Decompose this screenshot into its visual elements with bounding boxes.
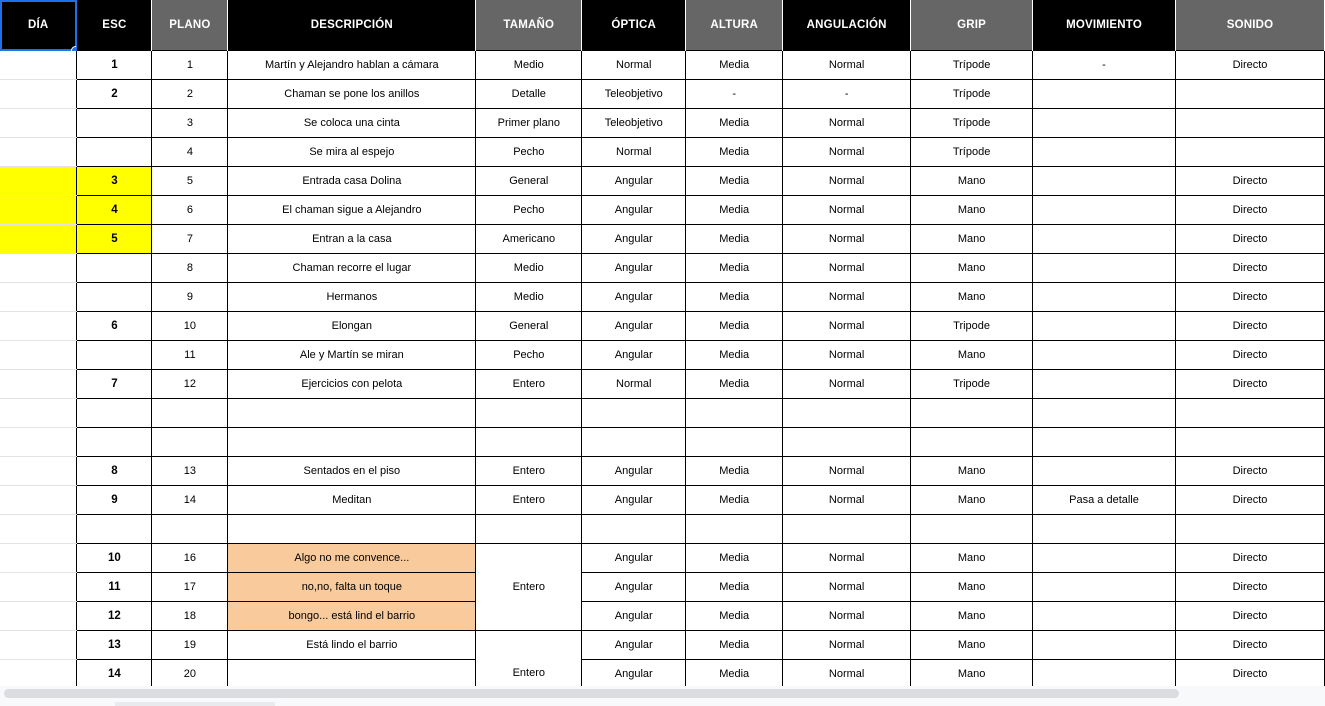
sonido-cell[interactable]: Directo [1175,660,1324,689]
altura-cell[interactable]: Media [686,341,783,370]
angulacion-cell[interactable]: Normal [783,109,911,138]
sonido-cell[interactable] [1175,428,1324,457]
altura-cell[interactable]: Media [686,254,783,283]
plano-cell[interactable] [152,428,228,457]
plano-cell[interactable]: 7 [152,225,228,254]
angulacion-cell[interactable]: Normal [783,51,911,80]
optica-cell[interactable]: Angular [582,312,686,341]
plano-cell[interactable]: 17 [152,573,228,602]
table-row [0,283,1325,312]
header-sonido[interactable]: SONIDO [1175,0,1324,51]
table-row [0,573,1325,602]
descripcion-cell[interactable]: Hermanos [228,283,476,312]
angulacion-cell[interactable]: Normal [783,573,911,602]
angulacion-cell[interactable]: Normal [783,660,911,689]
altura-cell[interactable]: Media [686,51,783,80]
altura-cell[interactable]: Media [686,167,783,196]
angulacion-cell[interactable]: Normal [783,486,911,515]
esc-cell[interactable]: 14 [77,660,152,689]
descripcion-cell[interactable]: Sentados en el piso [228,457,476,486]
esc-cell[interactable]: 11 [77,573,152,602]
table-row [0,80,1325,109]
altura-cell[interactable]: - [686,80,783,109]
tamano-cell[interactable]: Entero [476,457,582,486]
plano-cell[interactable]: 6 [152,196,228,225]
plano-cell[interactable]: 14 [152,486,228,515]
descripcion-cell[interactable]: Elongan [228,312,476,341]
sonido-cell[interactable]: Directo [1175,457,1324,486]
esc-cell[interactable]: 2 [77,80,152,109]
dia-cell[interactable] [0,457,77,486]
sonido-cell[interactable]: Directo [1175,544,1324,573]
dia-cell[interactable] [0,399,77,428]
sonido-cell[interactable] [1175,515,1324,544]
tamano-cell[interactable]: Detalle [476,80,582,109]
plano-cell[interactable]: 16 [152,544,228,573]
header-tamano[interactable]: TAMAÑO [476,0,582,51]
optica-cell[interactable]: Angular [582,341,686,370]
optica-cell[interactable]: Angular [582,573,686,602]
movimiento-cell[interactable] [1033,370,1176,399]
grip-cell[interactable]: Mano [911,602,1033,631]
table-row [0,428,1325,457]
sonido-cell[interactable]: Directo [1175,51,1324,80]
tamano-cell[interactable]: General [476,167,582,196]
table-row [0,254,1325,283]
altura-cell[interactable]: Media [686,457,783,486]
table-row [0,457,1325,486]
sonido-cell[interactable]: Directo [1175,631,1324,660]
grip-cell[interactable]: Trípode [911,51,1033,80]
plano-cell[interactable]: 1 [152,51,228,80]
plano-cell[interactable]: 18 [152,602,228,631]
sheet-tab-strip[interactable] [115,702,275,706]
tamano-merged-cell[interactable]: Entero [476,544,582,631]
descripcion-cell[interactable]: Entrada casa Dolina [228,167,476,196]
tamano-cell[interactable]: General [476,312,582,341]
grip-cell[interactable]: Mano [911,660,1033,689]
tamano-cell[interactable]: Pecho [476,138,582,167]
altura-cell[interactable] [686,428,783,457]
dia-cell[interactable] [0,283,77,312]
esc-cell[interactable] [77,254,152,283]
movimiento-cell[interactable] [1033,283,1176,312]
movimiento-cell[interactable] [1033,428,1176,457]
angulacion-cell[interactable]: Normal [783,370,911,399]
movimiento-cell[interactable] [1033,341,1176,370]
dia-cell[interactable] [0,631,77,660]
sonido-cell[interactable]: Directo [1175,196,1324,225]
grip-cell[interactable]: Mano [911,225,1033,254]
optica-cell[interactable]: Angular [582,631,686,660]
altura-cell[interactable]: Media [686,312,783,341]
dia-cell[interactable] [0,80,77,109]
optica-cell[interactable]: Teleobjetivo [582,109,686,138]
tamano-cell[interactable] [476,515,582,544]
optica-cell[interactable]: Angular [582,457,686,486]
plano-cell[interactable]: 13 [152,457,228,486]
tamano-cell[interactable]: Medio [476,254,582,283]
descripcion-cell[interactable]: Chaman se pone los anillos [228,80,476,109]
movimiento-cell[interactable] [1033,312,1176,341]
descripcion-cell[interactable]: Está lindo el barrio [228,631,476,660]
altura-cell[interactable] [686,399,783,428]
descripcion-cell[interactable] [228,515,476,544]
angulacion-cell[interactable]: Normal [783,631,911,660]
movimiento-cell[interactable] [1033,254,1176,283]
optica-cell[interactable]: Normal [582,138,686,167]
movimiento-cell[interactable] [1033,80,1176,109]
plano-cell[interactable]: 10 [152,312,228,341]
grip-cell[interactable]: Tripode [911,370,1033,399]
angulacion-cell[interactable]: Normal [783,341,911,370]
optica-cell[interactable]: Angular [582,544,686,573]
optica-cell[interactable]: Angular [582,283,686,312]
angulacion-cell[interactable] [783,515,911,544]
tamano-cell[interactable]: Americano [476,225,582,254]
descripcion-cell[interactable]: Entran a la casa [228,225,476,254]
dia-cell[interactable] [0,312,77,341]
sonido-cell[interactable]: Directo [1175,341,1324,370]
table-row [0,399,1325,428]
tamano-cell[interactable]: Entero [476,370,582,399]
altura-cell[interactable]: Media [686,283,783,312]
header-altura[interactable]: ALTURA [686,0,783,51]
esc-cell[interactable]: 13 [77,631,152,660]
sonido-cell[interactable]: Directo [1175,486,1324,515]
table-row [0,486,1325,515]
altura-cell[interactable]: Media [686,602,783,631]
header-dia[interactable] [0,0,77,51]
sonido-cell[interactable]: Directo [1175,225,1324,254]
descripcion-cell[interactable]: Se mira al espejo [228,138,476,167]
sonido-cell[interactable]: Directo [1175,254,1324,283]
angulacion-cell[interactable] [783,428,911,457]
dia-cell[interactable] [0,428,77,457]
altura-cell[interactable]: Media [686,573,783,602]
descripcion-cell[interactable]: no,no, falta un toque [228,573,476,602]
dia-cell[interactable] [0,370,77,399]
esc-cell[interactable]: 9 [77,486,152,515]
grip-cell[interactable]: Mano [911,486,1033,515]
esc-cell[interactable] [77,138,152,167]
table-row [0,341,1325,370]
altura-cell[interactable]: Media [686,138,783,167]
movimiento-cell[interactable] [1033,631,1176,660]
optica-cell[interactable] [582,399,686,428]
optica-cell[interactable]: Normal [582,51,686,80]
plano-cell[interactable]: 5 [152,167,228,196]
altura-cell[interactable]: Media [686,370,783,399]
esc-cell[interactable]: 5 [77,225,152,254]
angulacion-cell[interactable]: Normal [783,283,911,312]
sonido-cell[interactable] [1175,80,1324,109]
altura-cell[interactable]: Media [686,660,783,689]
angulacion-cell[interactable]: Normal [783,457,911,486]
descripcion-cell[interactable]: Chaman recorre el lugar [228,254,476,283]
dia-cell[interactable] [0,602,77,631]
optica-cell[interactable]: Angular [582,660,686,689]
header-grip[interactable]: GRIP [911,0,1033,51]
angulacion-cell[interactable]: Normal [783,138,911,167]
esc-cell[interactable] [77,428,152,457]
plano-cell[interactable]: 11 [152,341,228,370]
sonido-cell[interactable] [1175,138,1324,167]
grip-cell[interactable]: Mano [911,341,1033,370]
descripcion-cell[interactable]: Meditan [228,486,476,515]
descripcion-cell[interactable]: Ejercicios con pelota [228,370,476,399]
table-row [0,631,1325,660]
dia-cell[interactable] [0,573,77,602]
descripcion-cell[interactable]: Martín y Alejandro hablan a cámara [228,51,476,80]
esc-cell[interactable]: 6 [77,312,152,341]
plano-cell[interactable]: 4 [152,138,228,167]
movimiento-cell[interactable]: - [1033,51,1176,80]
table-row [0,225,1325,254]
table-row [0,109,1325,138]
dia-cell[interactable] [0,341,77,370]
altura-cell[interactable]: Media [686,544,783,573]
sonido-cell[interactable]: Directo [1175,283,1324,312]
esc-cell[interactable] [77,283,152,312]
grip-cell[interactable]: Trípode [911,109,1033,138]
descripcion-cell[interactable]: Se coloca una cinta [228,109,476,138]
angulacion-cell[interactable] [783,399,911,428]
sonido-cell[interactable]: Directo [1175,573,1324,602]
grip-cell[interactable] [911,428,1033,457]
dia-cell[interactable] [0,544,77,573]
header-esc[interactable]: ESC [77,0,152,51]
movimiento-cell[interactable] [1033,573,1176,602]
optica-cell[interactable]: Angular [582,486,686,515]
sonido-cell[interactable]: Directo [1175,602,1324,631]
plano-cell[interactable]: 8 [152,254,228,283]
optica-cell[interactable]: Normal [582,370,686,399]
grip-cell[interactable]: Trípode [911,138,1033,167]
optica-cell[interactable]: Angular [582,196,686,225]
grip-cell[interactable]: Mano [911,196,1033,225]
dia-cell[interactable] [0,486,77,515]
movimiento-cell[interactable] [1033,457,1176,486]
esc-cell[interactable]: 12 [77,602,152,631]
plano-cell[interactable]: 20 [152,660,228,689]
movimiento-cell[interactable] [1033,109,1176,138]
descripcion-cell[interactable]: Algo no me convence... [228,544,476,573]
grip-cell[interactable]: Mano [911,167,1033,196]
optica-cell[interactable]: Teleobjetivo [582,80,686,109]
plano-cell[interactable]: 9 [152,283,228,312]
plano-cell[interactable]: 3 [152,109,228,138]
tamano-cell[interactable]: Medio [476,283,582,312]
selection-fill-handle[interactable] [71,46,77,51]
plano-cell[interactable] [152,399,228,428]
grip-cell[interactable]: Mano [911,573,1033,602]
dia-cell[interactable] [0,109,77,138]
altura-cell[interactable]: Media [686,225,783,254]
optica-cell[interactable] [582,515,686,544]
grip-cell[interactable]: Mano [911,254,1033,283]
optica-cell[interactable]: Angular [582,602,686,631]
header-angulacion[interactable]: ANGULACIÓN [783,0,911,51]
plano-cell[interactable] [152,515,228,544]
angulacion-cell[interactable]: - [783,80,911,109]
dia-cell[interactable] [0,196,77,225]
plano-cell[interactable]: 19 [152,631,228,660]
dia-cell[interactable] [0,225,77,254]
tamano-cell[interactable]: Pecho [476,196,582,225]
descripcion-cell[interactable] [228,399,476,428]
grip-cell[interactable] [911,399,1033,428]
sonido-cell[interactable]: Directo [1175,312,1324,341]
altura-cell[interactable]: Media [686,631,783,660]
horizontal-scrollbar-thumb[interactable] [4,689,1179,698]
esc-cell[interactable]: 10 [77,544,152,573]
descripcion-cell[interactable]: bongo... está lind el barrio [228,602,476,631]
angulacion-cell[interactable]: Normal [783,254,911,283]
tamano-cell[interactable]: Pecho [476,341,582,370]
movimiento-cell[interactable] [1033,167,1176,196]
movimiento-cell[interactable]: Pasa a detalle [1033,486,1176,515]
movimiento-cell[interactable] [1033,515,1176,544]
dia-cell[interactable] [0,515,77,544]
header-row [0,0,1325,51]
angulacion-cell[interactable]: Normal [783,225,911,254]
angulacion-cell[interactable]: Normal [783,312,911,341]
descripcion-cell[interactable]: Ale y Martín se miran [228,341,476,370]
table-row [0,196,1325,225]
table-row [0,515,1325,544]
table-row [0,370,1325,399]
table-row [0,544,1325,573]
angulacion-cell[interactable]: Normal [783,544,911,573]
grip-cell[interactable]: Trípode [911,80,1033,109]
sonido-cell[interactable]: Directo [1175,370,1324,399]
movimiento-cell[interactable] [1033,660,1176,689]
esc-cell[interactable]: 7 [77,370,152,399]
header-dia-label: DÍA [28,19,49,32]
dia-cell[interactable] [0,51,77,80]
header-descripcion[interactable]: DESCRIPCIÓN [228,0,476,51]
header-optica[interactable]: ÓPTICA [582,0,686,51]
header-plano[interactable]: PLANO [152,0,228,51]
dia-cell[interactable] [0,167,77,196]
plano-cell[interactable]: 12 [152,370,228,399]
movimiento-cell[interactable] [1033,544,1176,573]
tamano-merged-cell[interactable]: Entero [476,631,582,691]
movimiento-cell[interactable] [1033,138,1176,167]
altura-cell[interactable] [686,515,783,544]
table-row [0,602,1325,631]
sonido-cell[interactable]: Directo [1175,167,1324,196]
optica-cell[interactable] [582,428,686,457]
esc-cell[interactable] [77,341,152,370]
optica-cell[interactable]: Angular [582,225,686,254]
sonido-cell[interactable] [1175,109,1324,138]
esc-cell[interactable]: 4 [77,196,152,225]
tamano-cell[interactable] [476,428,582,457]
descripcion-cell[interactable] [228,428,476,457]
grip-cell[interactable]: Mano [911,283,1033,312]
movimiento-cell[interactable] [1033,225,1176,254]
tamano-cell[interactable] [476,399,582,428]
dia-cell[interactable] [0,138,77,167]
grip-cell[interactable]: Mano [911,457,1033,486]
descripcion-cell[interactable]: El chaman sigue a Alejandro [228,196,476,225]
esc-cell[interactable] [77,109,152,138]
table-row [0,51,1325,80]
tamano-cell[interactable]: Medio [476,51,582,80]
altura-cell[interactable]: Media [686,486,783,515]
esc-cell[interactable]: 3 [77,167,152,196]
grip-cell[interactable]: Mano [911,631,1033,660]
table-row [0,660,1325,689]
movimiento-cell[interactable] [1033,399,1176,428]
esc-cell[interactable]: 8 [77,457,152,486]
movimiento-cell[interactable] [1033,602,1176,631]
grip-cell[interactable] [911,515,1033,544]
sonido-cell[interactable] [1175,399,1324,428]
header-movimiento[interactable]: MOVIMIENTO [1033,0,1176,51]
table-row [0,167,1325,196]
angulacion-cell[interactable]: Normal [783,602,911,631]
dia-cell[interactable] [0,254,77,283]
plano-cell[interactable]: 2 [152,80,228,109]
grip-cell[interactable]: Tripode [911,312,1033,341]
esc-cell[interactable] [77,515,152,544]
grip-cell[interactable]: Mano [911,544,1033,573]
movimiento-cell[interactable] [1033,196,1176,225]
table-row [0,138,1325,167]
optica-cell[interactable]: Angular [582,254,686,283]
tamano-cell[interactable]: Entero [476,486,582,515]
dia-cell[interactable] [0,660,77,689]
angulacion-cell[interactable]: Normal [783,196,911,225]
esc-cell[interactable] [77,399,152,428]
angulacion-cell[interactable]: Normal [783,167,911,196]
tamano-cell[interactable]: Primer plano [476,109,582,138]
altura-cell[interactable]: Media [686,109,783,138]
esc-cell[interactable]: 1 [77,51,152,80]
altura-cell[interactable]: Media [686,196,783,225]
table-row [0,312,1325,341]
optica-cell[interactable]: Angular [582,167,686,196]
